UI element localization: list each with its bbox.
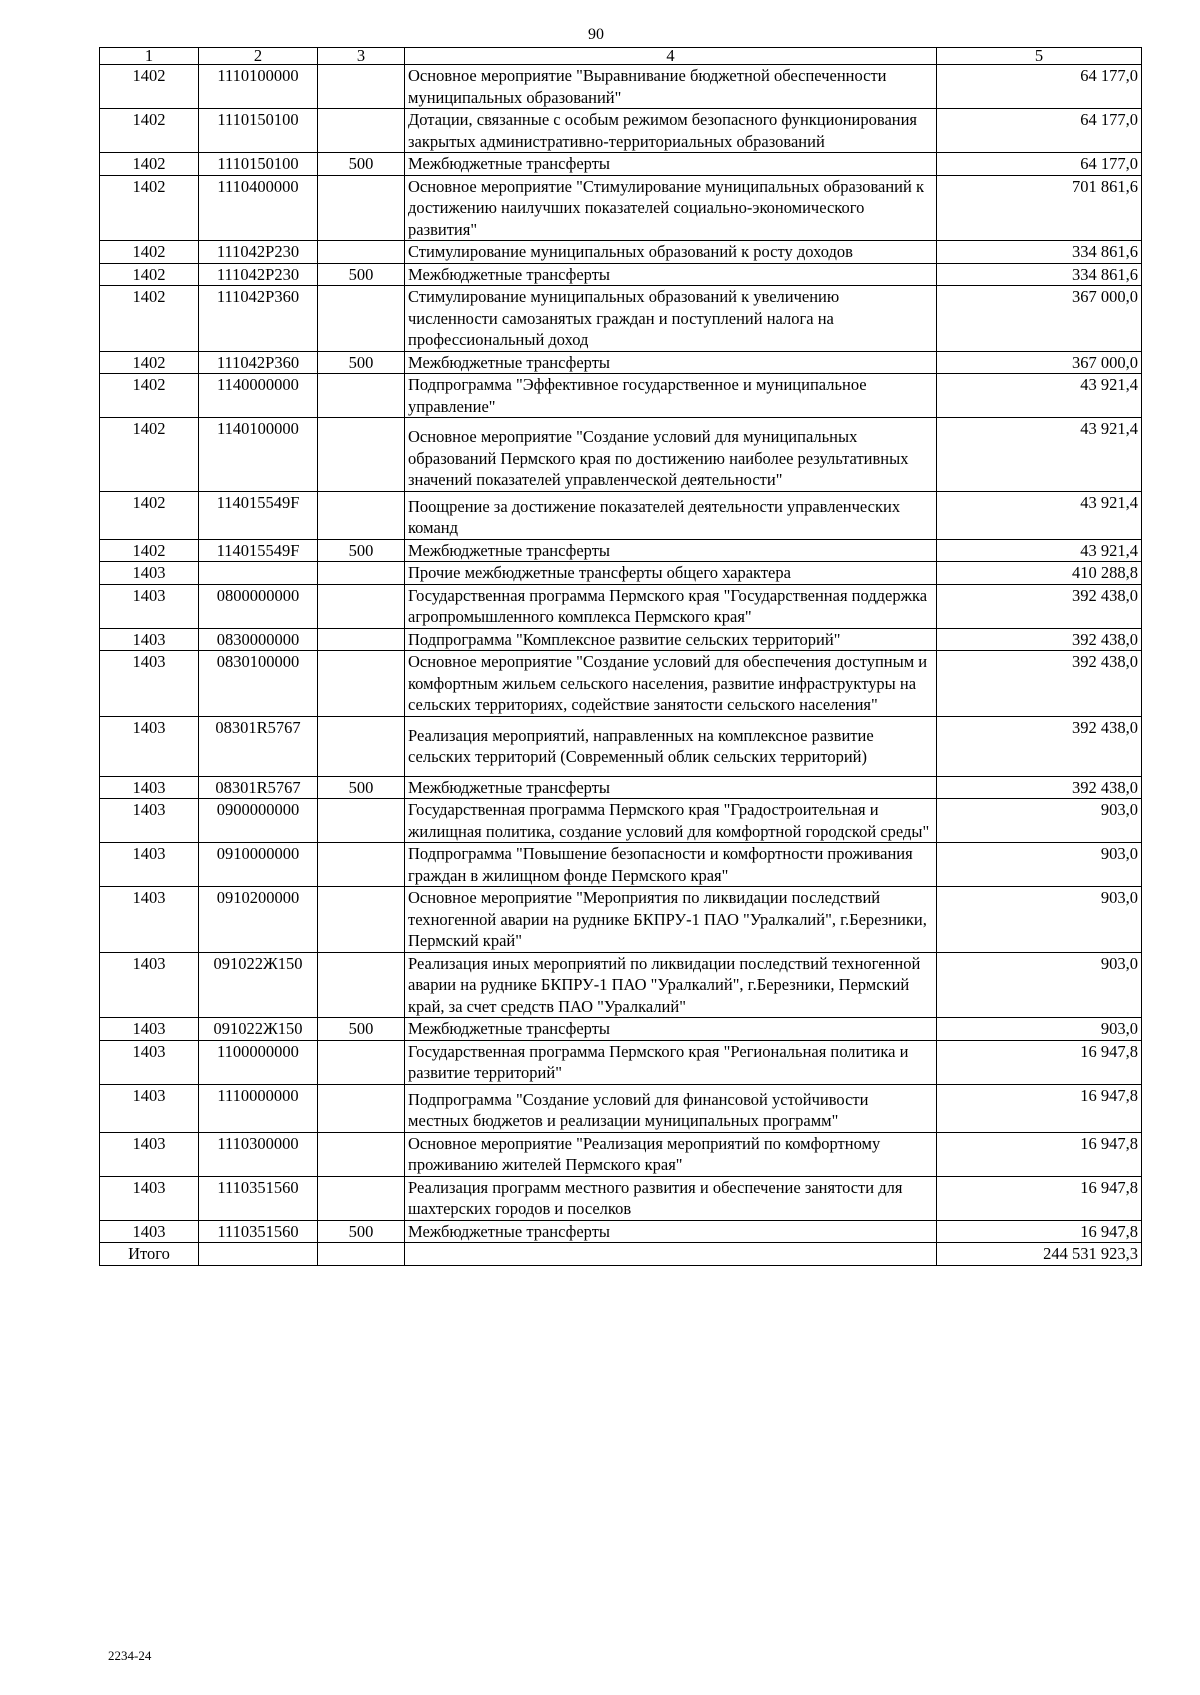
table-row: [100, 952, 1142, 1018]
cell-expense-type: [318, 1040, 405, 1084]
cell-name: Подпрограмма "Эффективное государственное и муниципальное управление": [405, 374, 937, 418]
cell-section: 1403: [100, 776, 199, 799]
table-row: [100, 175, 1142, 241]
cell-amount: 903,0: [937, 799, 1142, 843]
cell-amount: 903,0: [937, 1018, 1142, 1041]
cell-section: 1402: [100, 241, 199, 264]
cell-expense-type: [318, 952, 405, 1018]
cell-expense-type: 500: [318, 1018, 405, 1041]
header-name: 4: [405, 48, 937, 65]
header-expense-type: 3: [318, 48, 405, 65]
cell-section: 1403: [100, 584, 199, 628]
cell-section: 1402: [100, 286, 199, 352]
cell-name: Межбюджетные трансферты: [405, 776, 937, 799]
cell-name: Государственная программа Пермского края "Государственная поддержка агропромышленного комплекса Пермского края": [405, 584, 937, 628]
cell-expense-type: [318, 887, 405, 953]
cell-expense-type: [318, 628, 405, 651]
cell-target-article: 1110400000: [199, 175, 318, 241]
cell-name: Межбюджетные трансферты: [405, 351, 937, 374]
header-target-article: 2: [199, 48, 318, 65]
table-row: [100, 628, 1142, 651]
cell-amount: 43 921,4: [937, 374, 1142, 418]
table-row: [100, 1084, 1142, 1132]
cell-target-article: 1110351560: [199, 1176, 318, 1220]
cell-section: 1403: [100, 1176, 199, 1220]
cell-amount: 16 947,8: [937, 1220, 1142, 1243]
document-code: 2234-24: [108, 1648, 152, 1663]
cell-section: 1403: [100, 1084, 199, 1132]
table-row: [100, 1243, 1142, 1266]
table-row: [100, 716, 1142, 776]
table-row: [100, 539, 1142, 562]
cell-expense-type: 500: [318, 1220, 405, 1243]
cell-expense-type: [318, 491, 405, 539]
cell-section: 1403: [100, 1018, 199, 1041]
cell-section: 1403: [100, 562, 199, 585]
cell-name: Основное мероприятие "Реализация мероприятий по комфортному проживанию жителей Пермского края": [405, 1132, 937, 1176]
cell-expense-type: [318, 1084, 405, 1132]
cell-target-article: 1110150100: [199, 153, 318, 176]
cell-target-article: 0900000000: [199, 799, 318, 843]
cell-name: Межбюджетные трансферты: [405, 1018, 937, 1041]
cell-section: 1402: [100, 263, 199, 286]
cell-target-article: 111042Р230: [199, 241, 318, 264]
cell-target-article: 111042Р360: [199, 351, 318, 374]
cell-amount: 392 438,0: [937, 776, 1142, 799]
cell-section: 1403: [100, 716, 199, 776]
cell-section: 1402: [100, 65, 199, 109]
cell-amount: 16 947,8: [937, 1176, 1142, 1220]
cell-amount: 701 861,6: [937, 175, 1142, 241]
cell-name: Основное мероприятие "Мероприятия по ликвидации последствий техногенной аварии на руднике БКПРУ-1 ПАО "Уралкалий", г.Березники, Пермский край": [405, 887, 937, 953]
cell-name: Дотации, связанные с особым режимом безопасного функционирования закрытых административно-территориальных образований: [405, 109, 937, 153]
cell-expense-type: [318, 109, 405, 153]
cell-expense-type: [318, 584, 405, 628]
cell-expense-type: [318, 843, 405, 887]
cell-name: Межбюджетные трансферты: [405, 1220, 937, 1243]
cell-name: Подпрограмма "Создание условий для финансовой устойчивости местных бюджетов и реализации муниципальных программ": [405, 1084, 937, 1132]
cell-amount: 392 438,0: [937, 716, 1142, 776]
cell-amount: 244 531 923,3: [937, 1243, 1142, 1266]
cell-target-article: 1140100000: [199, 418, 318, 492]
cell-amount: 16 947,8: [937, 1040, 1142, 1084]
table-body: [100, 65, 1142, 1266]
table-row: [100, 491, 1142, 539]
cell-expense-type: [318, 374, 405, 418]
cell-amount: 64 177,0: [937, 153, 1142, 176]
cell-amount: 410 288,8: [937, 562, 1142, 585]
cell-amount: 64 177,0: [937, 65, 1142, 109]
cell-name: Государственная программа Пермского края "Региональная политика и развитие территорий": [405, 1040, 937, 1084]
cell-target-article: 1140000000: [199, 374, 318, 418]
cell-amount: 16 947,8: [937, 1084, 1142, 1132]
table-row: [100, 843, 1142, 887]
cell-section: 1402: [100, 491, 199, 539]
page-number: 90: [588, 26, 604, 43]
cell-target-article: 1110300000: [199, 1132, 318, 1176]
cell-amount: 903,0: [937, 843, 1142, 887]
cell-section: 1403: [100, 799, 199, 843]
table-row: [100, 887, 1142, 953]
cell-name: Стимулирование муниципальных образований к росту доходов: [405, 241, 937, 264]
cell-name: Подпрограмма "Комплексное развитие сельских территорий": [405, 628, 937, 651]
table-row: [100, 1132, 1142, 1176]
cell-amount: 367 000,0: [937, 286, 1142, 352]
table-row: [100, 1220, 1142, 1243]
cell-name: Основное мероприятие "Выравнивание бюджетной обеспеченности муниципальных образований": [405, 65, 937, 109]
cell-amount: 43 921,4: [937, 491, 1142, 539]
cell-section: 1403: [100, 843, 199, 887]
cell-section: 1403: [100, 651, 199, 717]
cell-amount: 367 000,0: [937, 351, 1142, 374]
cell-target-article: 1110100000: [199, 65, 318, 109]
cell-name: Государственная программа Пермского края "Градостроительная и жилищная политика, создание условий для комфортной городской среды": [405, 799, 937, 843]
cell-section: 1402: [100, 539, 199, 562]
cell-expense-type: [318, 716, 405, 776]
cell-section: 1402: [100, 109, 199, 153]
header-section: 1: [100, 48, 199, 65]
cell-target-article: 091022Ж150: [199, 952, 318, 1018]
cell-amount: 64 177,0: [937, 109, 1142, 153]
table-row: [100, 351, 1142, 374]
cell-name: Поощрение за достижение показателей деятельности управленческих команд: [405, 491, 937, 539]
cell-expense-type: [318, 799, 405, 843]
cell-amount: 392 438,0: [937, 651, 1142, 717]
cell-expense-type: 500: [318, 153, 405, 176]
table-row: [100, 374, 1142, 418]
cell-expense-type: 500: [318, 351, 405, 374]
cell-expense-type: [318, 286, 405, 352]
table-row: [100, 584, 1142, 628]
table-row: [100, 153, 1142, 176]
cell-name: Межбюджетные трансферты: [405, 153, 937, 176]
cell-expense-type: 500: [318, 776, 405, 799]
cell-section: Итого: [100, 1243, 199, 1266]
cell-amount: 16 947,8: [937, 1132, 1142, 1176]
cell-target-article: 1110351560: [199, 1220, 318, 1243]
cell-amount: 392 438,0: [937, 628, 1142, 651]
table-row: [100, 799, 1142, 843]
cell-expense-type: [318, 65, 405, 109]
cell-name: Межбюджетные трансферты: [405, 263, 937, 286]
cell-target-article: 0830100000: [199, 651, 318, 717]
cell-name: Реализация программ местного развития и обеспечение занятости для шахтерских городов и поселков: [405, 1176, 937, 1220]
table-row: [100, 418, 1142, 492]
table-row: [100, 562, 1142, 585]
cell-section: 1403: [100, 1132, 199, 1176]
cell-name: Основное мероприятие "Стимулирование муниципальных образований к достижению наилучших показателей социально-экономического развития": [405, 175, 937, 241]
cell-section: 1403: [100, 1220, 199, 1243]
cell-target-article: 0800000000: [199, 584, 318, 628]
cell-target-article: 1110150100: [199, 109, 318, 153]
cell-target-article: [199, 1243, 318, 1266]
cell-target-article: 08301R5767: [199, 776, 318, 799]
cell-expense-type: [318, 1243, 405, 1266]
cell-amount: 392 438,0: [937, 584, 1142, 628]
cell-target-article: 1100000000: [199, 1040, 318, 1084]
cell-expense-type: [318, 241, 405, 264]
cell-name: Основное мероприятие "Создание условий для обеспечения доступным и комфортным жильем сельского населения, развитие инфраструктуры на сельских территориях, содействие занятости сельского населения": [405, 651, 937, 717]
cell-expense-type: [318, 562, 405, 585]
table-row: [100, 109, 1142, 153]
table-row: [100, 65, 1142, 109]
cell-amount: 334 861,6: [937, 263, 1142, 286]
cell-target-article: [199, 562, 318, 585]
cell-name: Реализация иных мероприятий по ликвидации последствий техногенной аварии на руднике БКПРУ-1 ПАО "Уралкалий", г.Березники, Пермский край, за счет средств ПАО "Уралкалий": [405, 952, 937, 1018]
cell-target-article: 0830000000: [199, 628, 318, 651]
cell-section: 1402: [100, 351, 199, 374]
table-header-row: [100, 48, 1142, 65]
cell-target-article: 1110000000: [199, 1084, 318, 1132]
table-row: [100, 1018, 1142, 1041]
cell-name: [405, 1243, 937, 1266]
cell-section: 1403: [100, 1040, 199, 1084]
cell-name: Прочие межбюджетные трансферты общего характера: [405, 562, 937, 585]
table-row: [100, 1176, 1142, 1220]
cell-section: 1402: [100, 418, 199, 492]
cell-name: Подпрограмма "Повышение безопасности и комфортности проживания граждан в жилищном фонде Пермского края": [405, 843, 937, 887]
cell-target-article: 091022Ж150: [199, 1018, 318, 1041]
cell-expense-type: 500: [318, 263, 405, 286]
cell-amount: 903,0: [937, 952, 1142, 1018]
cell-target-article: 111042Р360: [199, 286, 318, 352]
cell-target-article: 08301R5767: [199, 716, 318, 776]
cell-name: Реализация мероприятий, направленных на комплексное развитие сельских территорий (Современный облик сельских территорий): [405, 716, 937, 776]
table-row: [100, 1040, 1142, 1084]
cell-target-article: 111042Р230: [199, 263, 318, 286]
cell-name: Межбюджетные трансферты: [405, 539, 937, 562]
cell-expense-type: [318, 418, 405, 492]
header-amount: 5: [937, 48, 1142, 65]
cell-expense-type: 500: [318, 539, 405, 562]
cell-expense-type: [318, 1132, 405, 1176]
cell-name: Стимулирование муниципальных образований к увеличению численности самозанятых граждан и поступлений налога на профессиональный доход: [405, 286, 937, 352]
cell-amount: 903,0: [937, 887, 1142, 953]
budget-table: [99, 47, 1142, 1266]
table-row: [100, 776, 1142, 799]
cell-section: 1402: [100, 175, 199, 241]
cell-amount: 334 861,6: [937, 241, 1142, 264]
cell-expense-type: [318, 651, 405, 717]
table-row: [100, 263, 1142, 286]
cell-section: 1403: [100, 952, 199, 1018]
cell-amount: 43 921,4: [937, 418, 1142, 492]
cell-section: 1402: [100, 153, 199, 176]
cell-section: 1402: [100, 374, 199, 418]
cell-section: 1403: [100, 628, 199, 651]
table-row: [100, 651, 1142, 717]
table-row: [100, 241, 1142, 264]
cell-section: 1403: [100, 887, 199, 953]
cell-expense-type: [318, 1176, 405, 1220]
cell-target-article: 114015549F: [199, 539, 318, 562]
cell-target-article: 0910000000: [199, 843, 318, 887]
cell-target-article: 0910200000: [199, 887, 318, 953]
cell-expense-type: [318, 175, 405, 241]
cell-amount: 43 921,4: [937, 539, 1142, 562]
table-row: [100, 286, 1142, 352]
cell-name: Основное мероприятие "Создание условий для муниципальных образований Пермского края по достижению наиболее результативных значений показателей управленческой деятельности": [405, 418, 937, 492]
cell-target-article: 114015549F: [199, 491, 318, 539]
